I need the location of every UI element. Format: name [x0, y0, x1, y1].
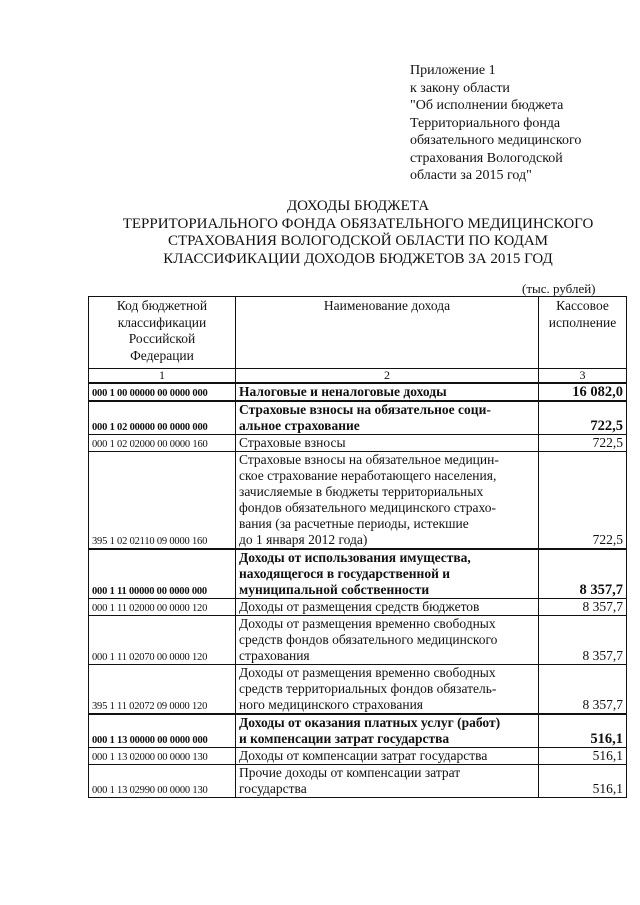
row-name-line: вания (за расчетные периоды, истекшие [239, 516, 469, 531]
row-code: 395 1 11 02072 09 0000 120 [89, 665, 236, 715]
row-amount: 8 357,7 [539, 616, 627, 665]
revenue-table [88, 296, 627, 798]
table-row [89, 599, 627, 616]
row-name-line: средств территориальных фондов обязатель- [239, 681, 497, 696]
row-name-line: Страховые взносы на обязательное медицин- [239, 452, 499, 467]
column-number: 3 [539, 369, 627, 384]
row-code: 000 1 13 02000 00 0000 130 [89, 748, 236, 765]
table-row [89, 549, 627, 599]
row-code: 395 1 02 02110 09 0000 160 [89, 452, 236, 550]
row-name-line: Доходы от размещения временно свободных [239, 616, 496, 631]
row-name-line: находящегося в государственной и [239, 566, 451, 581]
table-header-row [89, 297, 627, 369]
row-name-line: ного медицинского страхования [239, 697, 423, 712]
table-row [89, 435, 627, 452]
appendix-line: к закону области [410, 80, 510, 96]
title-line: ДОХОДЫ БЮДЖЕТА [286, 198, 430, 214]
table-row [89, 748, 627, 765]
row-amount: 722,5 [539, 401, 627, 435]
row-name [236, 452, 539, 550]
row-amount: 722,5 [539, 435, 627, 452]
row-code: 000 1 02 02000 00 0000 160 [89, 435, 236, 452]
row-name-line: государства [239, 781, 307, 796]
row-name-line: страхования [239, 648, 310, 663]
header-code-line: Федерации [130, 347, 194, 363]
header-amount-line: исполнение [548, 314, 617, 330]
table-row [89, 383, 627, 401]
header-amount [539, 297, 627, 369]
appendix-reference [410, 62, 635, 185]
row-amount: 516,1 [539, 714, 627, 748]
row-name-line: Страховые взносы на обязательное соци- [239, 402, 491, 417]
row-code: 000 1 11 00000 00 0000 000 [89, 549, 236, 599]
column-number: 2 [236, 369, 539, 384]
row-name-line: Доходы от размещения средств бюджетов [239, 599, 480, 614]
row-name-line: Налоговые и неналоговые доходы [239, 384, 447, 399]
row-amount: 516,1 [539, 748, 627, 765]
row-name-line: и компенсации затрат государства [239, 731, 450, 746]
header-name: Наименование дохода [236, 297, 539, 369]
appendix-line: области за 2015 год" [410, 168, 532, 183]
units-label: (тыс. рублей) [522, 281, 596, 296]
row-name [236, 383, 539, 401]
row-name [236, 665, 539, 715]
row-code: 000 1 11 02070 00 0000 120 [89, 616, 236, 665]
row-name-line: Доходы от использования имущества, [239, 550, 471, 565]
header-code-line: Российской [128, 331, 196, 346]
row-code: 000 1 13 02990 00 0000 130 [89, 765, 236, 798]
row-name [236, 549, 539, 599]
title-line: КЛАССИФИКАЦИИ ДОХОДОВ БЮДЖЕТОВ ЗА 2015 ГОД [163, 250, 553, 267]
row-name [236, 765, 539, 798]
row-name [236, 401, 539, 435]
appendix-line: страхования Вологодской [410, 150, 563, 166]
table-row [89, 665, 627, 715]
title-line: ТЕРРИТОРИАЛЬНОГО ФОНДА ОБЯЗАТЕЛЬНОГО МЕДИЦИНСКОГО [122, 215, 594, 232]
row-name [236, 599, 539, 616]
table-row [89, 765, 627, 798]
row-name-line: фондов обязательного медицинского страхо- [239, 500, 496, 515]
appendix-line: Территориального фонда [410, 115, 561, 131]
row-name-line: Доходы от компенсации затрат государства [239, 748, 488, 763]
table-row [89, 452, 627, 550]
row-name [236, 714, 539, 748]
document-title [88, 198, 628, 268]
row-code: 000 1 02 00000 00 0000 000 [89, 401, 236, 435]
row-name-line: зачисляемые в бюджеты территориальных [239, 484, 484, 499]
row-amount: 516,1 [539, 765, 627, 798]
row-code: 000 1 13 00000 00 0000 000 [89, 714, 236, 748]
appendix-line: "Об исполнении бюджета [410, 98, 564, 113]
appendix-line: Приложение 1 [410, 63, 496, 78]
row-name [236, 748, 539, 765]
row-name-line: муниципальной собственности [239, 582, 430, 597]
row-code: 000 1 00 00000 00 0000 000 [89, 383, 236, 401]
header-code-line: классификации [117, 314, 207, 330]
column-number: 1 [89, 369, 236, 384]
row-amount: 8 357,7 [539, 599, 627, 616]
header-code [89, 297, 236, 369]
table-row [89, 714, 627, 748]
header-amount-line: Кассовое [556, 298, 609, 313]
row-name-line: Страховые взносы [239, 435, 346, 450]
row-amount: 722,5 [539, 452, 627, 550]
row-name-line: Доходы от оказания платных услуг (работ) [239, 715, 501, 730]
row-name-line: Прочие доходы от компенсации затрат [239, 765, 461, 780]
row-code: 000 1 11 02000 00 0000 120 [89, 599, 236, 616]
table-row [89, 616, 627, 665]
title-line: СТРАХОВАНИЯ ВОЛОГОДСКОЙ ОБЛАСТИ ПО КОДАМ [167, 233, 549, 250]
row-amount: 8 357,7 [539, 665, 627, 715]
row-name-line: средств фондов обязательного медицинского [239, 632, 498, 647]
table-row [89, 401, 627, 435]
row-name-line: Доходы от размещения временно свободных [239, 665, 496, 680]
row-name-line: до 1 января 2012 года) [239, 532, 368, 547]
column-number-row [89, 369, 627, 384]
row-name-line: ское страхование неработающего населения, [239, 468, 497, 483]
row-name [236, 616, 539, 665]
row-amount: 8 357,7 [539, 549, 627, 599]
row-name-line: альное страхование [239, 418, 360, 433]
row-name [236, 435, 539, 452]
appendix-line: обязательного медицинского [410, 133, 582, 148]
row-amount: 16 082,0 [539, 383, 627, 401]
header-code-line: Код бюджетной [116, 298, 208, 313]
